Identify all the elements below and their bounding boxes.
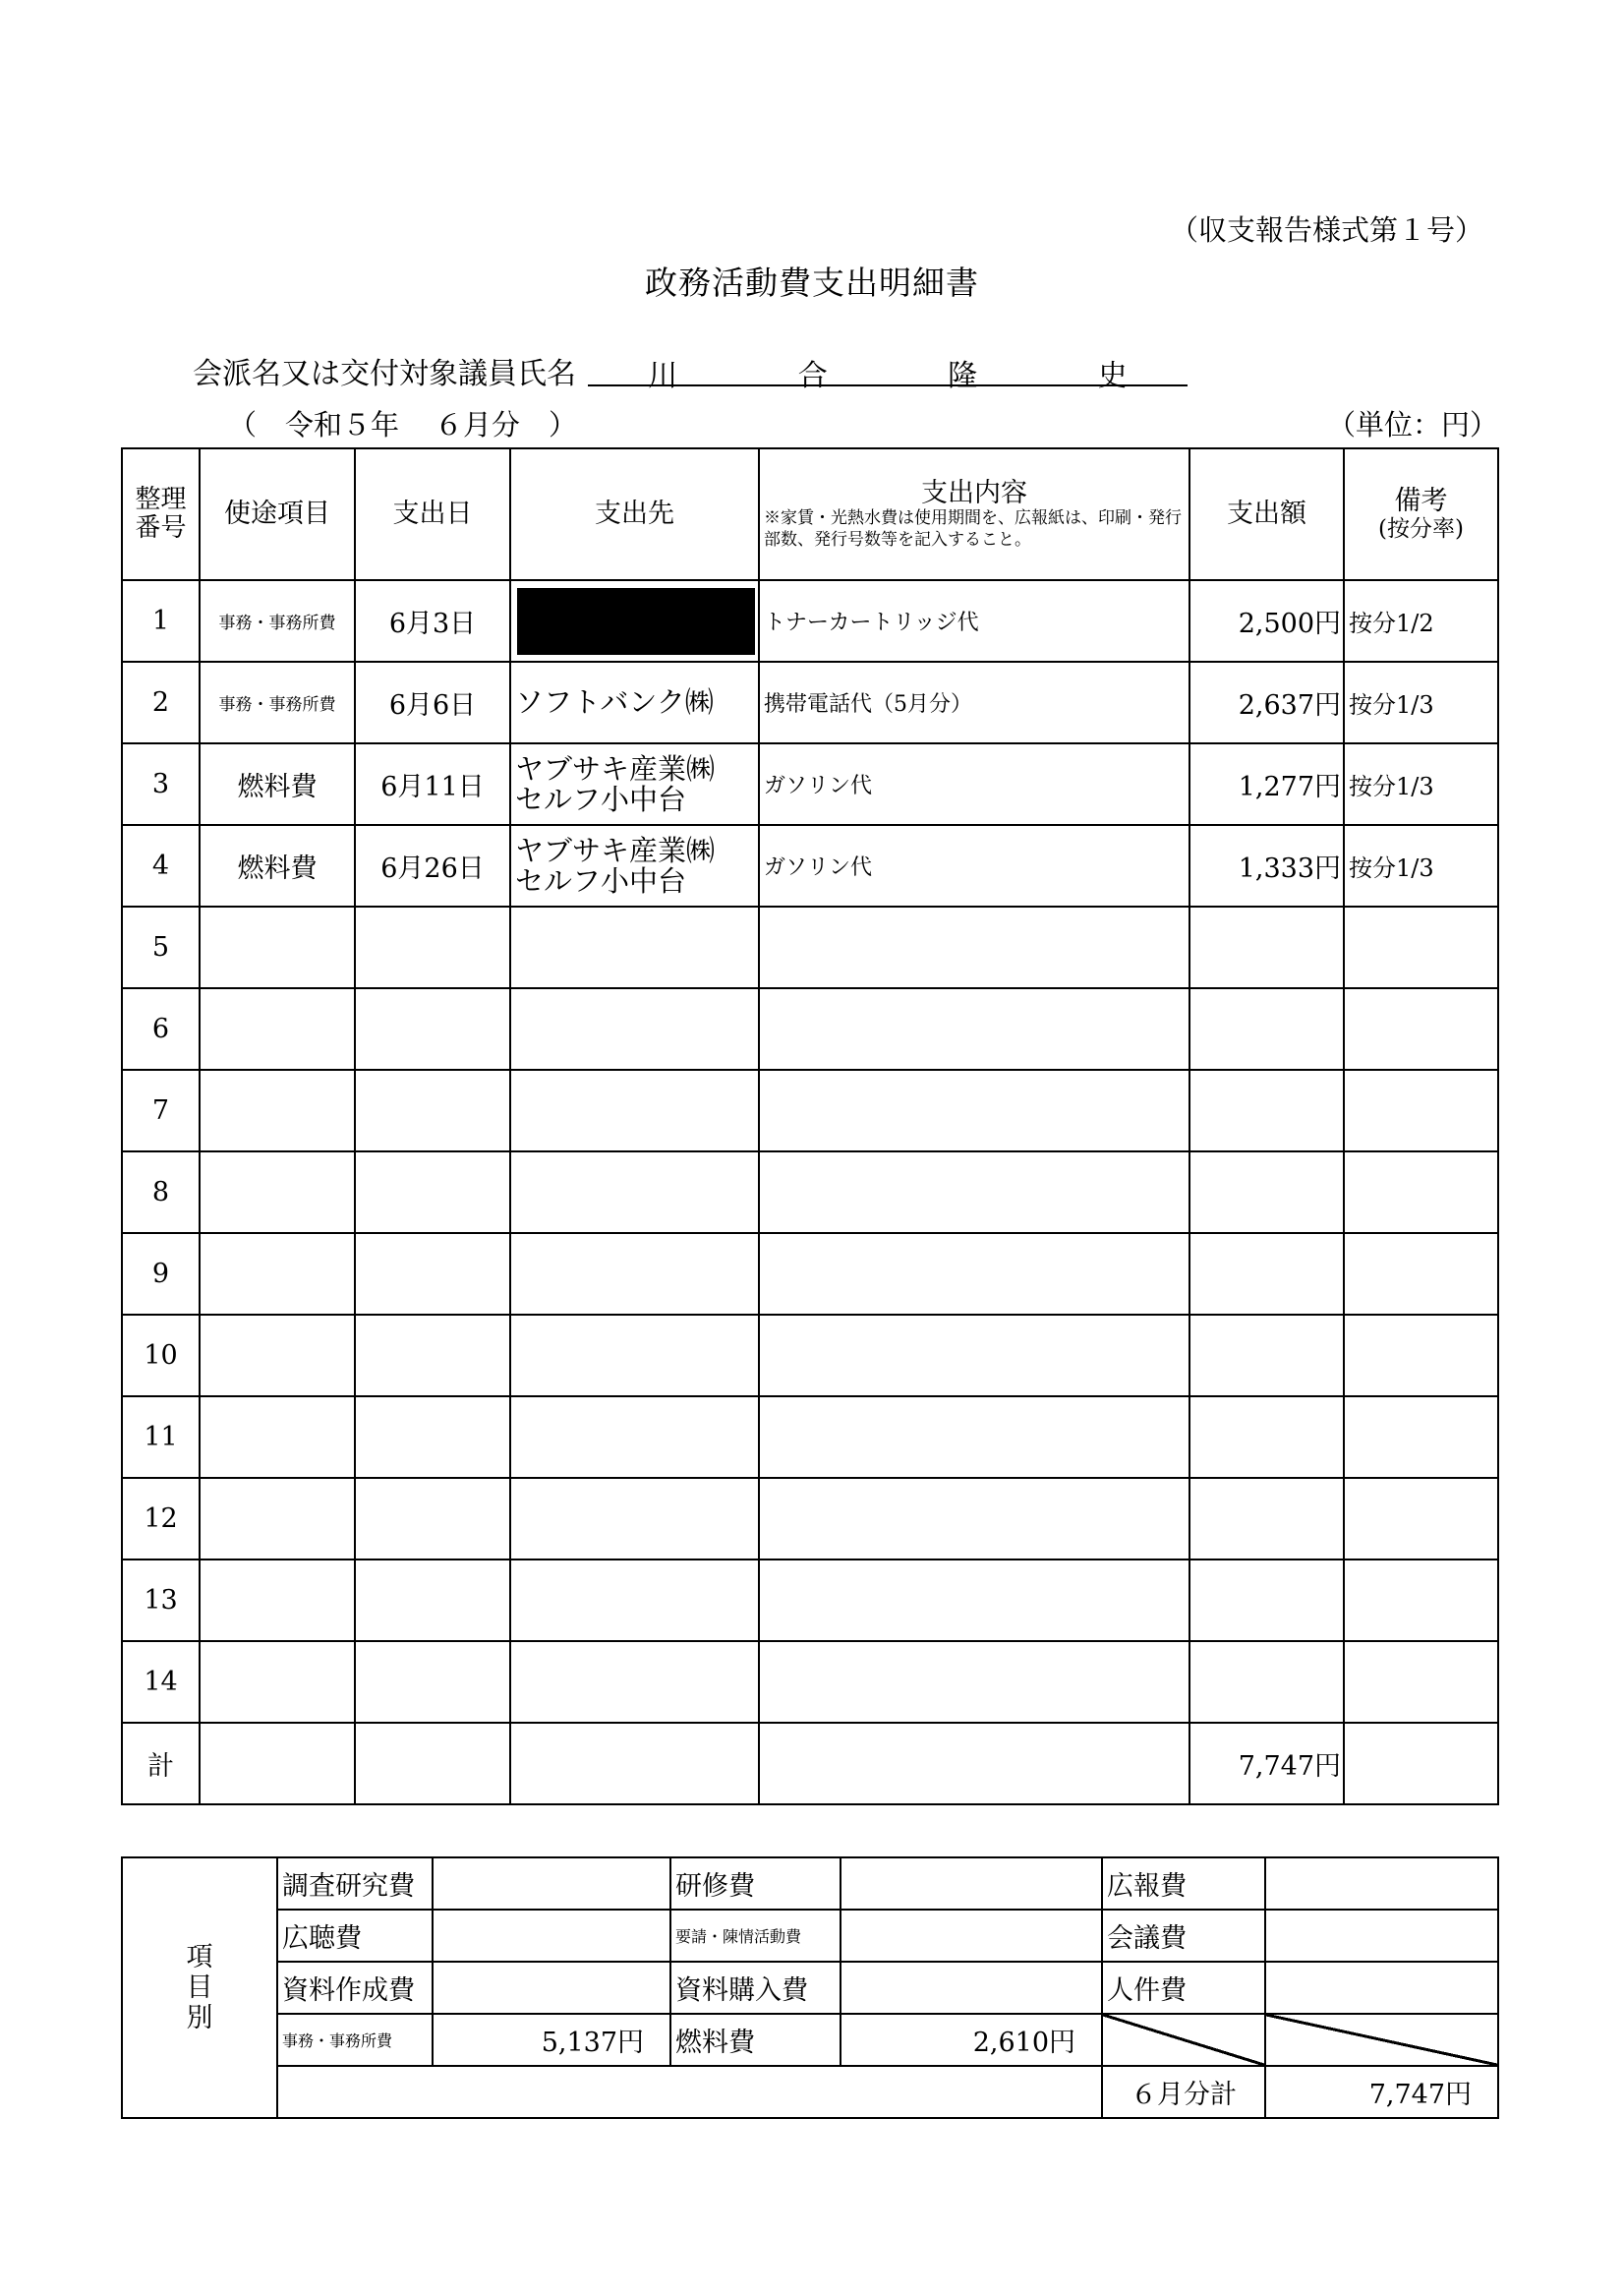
summary-category-amount: 5,137円: [433, 2014, 670, 2066]
table-row: [122, 1070, 1498, 1151]
category-summary-table: [121, 1856, 1499, 2119]
row-no: 6: [122, 988, 200, 1070]
row-remarks: 按分1/3: [1344, 662, 1498, 743]
total-amount: 7,747円: [1189, 1723, 1344, 1804]
summary-side-label: [122, 1857, 277, 2118]
header-date: 支出日: [355, 448, 510, 580]
name-char: 川: [648, 359, 678, 393]
summary-category-amount: [1265, 1910, 1498, 1962]
row-no: 10: [122, 1315, 200, 1396]
row-content: ガソリン代: [759, 743, 1189, 825]
header-destination: 支出先: [510, 448, 759, 580]
row-amount: 2,637円: [1189, 662, 1344, 743]
header-item: 使途項目: [200, 448, 355, 580]
member-name-label: 会派名又は交付対象議員氏名: [193, 357, 576, 391]
redaction-block: [517, 588, 755, 655]
row-item: 燃料費: [200, 743, 355, 825]
table-row: [122, 907, 1498, 988]
row-destination: ソフトバンク㈱: [510, 662, 759, 743]
summary-category-amount: [433, 1962, 670, 2014]
summary-category-amount: [841, 1962, 1102, 2014]
row-content: 携帯電話代（5月分）: [759, 662, 1189, 743]
summary-category-amount: [841, 1857, 1102, 1910]
summary-category-label: 会議費: [1102, 1910, 1265, 1962]
summary-category-label: 要請・陳情活動費: [670, 1910, 841, 1962]
row-destination: [510, 825, 759, 907]
row-date: 6月11日: [355, 743, 510, 825]
row-no: 13: [122, 1559, 200, 1641]
table-row: [122, 1559, 1498, 1641]
row-no: 14: [122, 1641, 200, 1723]
summary-category-amount: [1265, 1962, 1498, 2014]
table-row: [122, 1641, 1498, 1723]
month-total-amount: 7,747円: [1265, 2066, 1498, 2118]
row-no: 11: [122, 1396, 200, 1478]
total-row: [122, 1723, 1498, 1804]
header-remarks: [1344, 448, 1498, 580]
table-header-row: [122, 448, 1498, 580]
row-no: 1: [122, 580, 200, 662]
table-row: [122, 1396, 1498, 1478]
summary-category-amount: [433, 1910, 670, 1962]
diagonal-strike: [1265, 2014, 1498, 2066]
row-date: 6月26日: [355, 825, 510, 907]
report-period: [228, 403, 577, 443]
side-char: 別: [186, 2003, 213, 2034]
header-no: 整理番号: [122, 448, 200, 580]
table-row: [122, 1233, 1498, 1315]
row-amount: 2,500円: [1189, 580, 1344, 662]
summary-category-label: 資料購入費: [670, 1962, 841, 2014]
summary-category-amount: [1265, 1857, 1498, 1910]
summary-category-label: 事務・事務所費: [277, 2014, 433, 2066]
form-number: （収支報告様式第１号）: [1170, 213, 1484, 247]
header-remarks-title: 備考: [1394, 486, 1448, 517]
table-row: [122, 743, 1498, 825]
month-total-label: ６月分計: [1102, 2066, 1265, 2118]
summary-category-amount: [433, 1857, 670, 1910]
header-content: [759, 448, 1189, 580]
destination-line: セルフ小中台: [515, 782, 687, 816]
destination-line: セルフ小中台: [515, 863, 687, 898]
summary-blank: [277, 2066, 1102, 2118]
summary-category-label: 人件費: [1102, 1962, 1265, 2014]
row-amount: 1,333円: [1189, 825, 1344, 907]
row-date: 6月3日: [355, 580, 510, 662]
row-no: 12: [122, 1478, 200, 1559]
header-content-note: ※家賃・光熱水費は使用期間を、広報紙は、印刷・発行部数、発行号数等を記入すること。: [764, 508, 1182, 550]
name-char: 史: [1097, 359, 1128, 393]
expense-detail-table: [121, 447, 1499, 1805]
row-no: 3: [122, 743, 200, 825]
destination-line: ヤブサキ産業㈱: [515, 752, 716, 787]
row-item: 事務・事務所費: [200, 662, 355, 743]
row-remarks: 按分1/3: [1344, 743, 1498, 825]
row-remarks: 按分1/3: [1344, 825, 1498, 907]
table-row: [122, 1478, 1498, 1559]
summary-category-label: 資料作成費: [277, 1962, 433, 2014]
summary-category-label: 調査研究費: [277, 1857, 433, 1910]
header-amount: 支出額: [1189, 448, 1344, 580]
side-char: 項: [186, 1941, 213, 1972]
row-no: 2: [122, 662, 200, 743]
table-row: [122, 580, 1498, 662]
row-remarks: 按分1/2: [1344, 580, 1498, 662]
header-content-title: 支出内容: [921, 478, 1027, 509]
row-no: 7: [122, 1070, 200, 1151]
header-remarks-sub: (按分率): [1378, 516, 1464, 543]
document-title: 政務活動費支出明細書: [645, 264, 979, 302]
row-destination: [510, 743, 759, 825]
name-char: 隆: [948, 359, 978, 393]
row-no: 5: [122, 907, 200, 988]
unit-label: （単位：円）: [1327, 408, 1499, 441]
table-row: [122, 662, 1498, 743]
row-date: 6月6日: [355, 662, 510, 743]
summary-category-label: 広報費: [1102, 1857, 1265, 1910]
row-no: 8: [122, 1151, 200, 1233]
member-name: [588, 351, 1188, 393]
row-no: 4: [122, 825, 200, 907]
summary-category-label: 研修費: [670, 1857, 841, 1910]
name-char: 合: [797, 359, 828, 393]
summary-category-amount: [841, 1910, 1102, 1962]
table-row: [122, 1151, 1498, 1233]
row-content: ガソリン代: [759, 825, 1189, 907]
row-amount: 1,277円: [1189, 743, 1344, 825]
total-label: 計: [122, 1723, 200, 1804]
row-item: 燃料費: [200, 825, 355, 907]
period-year: （ 令和５年: [228, 408, 400, 441]
summary-category-label: 広聴費: [277, 1910, 433, 1962]
row-content: トナーカートリッジ代: [759, 580, 1189, 662]
table-row: [122, 988, 1498, 1070]
period-month: ６月分 ）: [435, 408, 578, 441]
row-destination: [510, 580, 759, 662]
summary-category-label: 燃料費: [670, 2014, 841, 2066]
table-row: [122, 825, 1498, 907]
destination-line: ヤブサキ産業㈱: [515, 834, 716, 868]
row-no: 9: [122, 1233, 200, 1315]
table-row: [122, 1315, 1498, 1396]
side-char: 目: [186, 1971, 213, 2003]
diagonal-strike: [1102, 2014, 1265, 2066]
summary-category-amount: 2,610円: [841, 2014, 1102, 2066]
row-item: 事務・事務所費: [200, 580, 355, 662]
